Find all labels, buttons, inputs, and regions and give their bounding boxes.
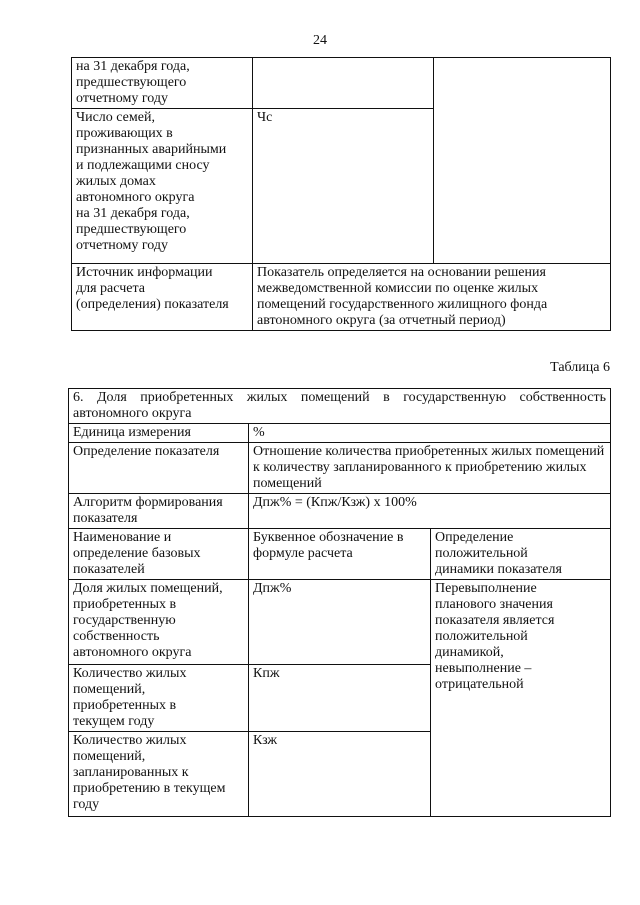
row-symbol: Кзж (249, 732, 431, 817)
row-name: Количество жилых помещений, приобретенных в текущем году (69, 665, 249, 732)
page-number: 24 (313, 33, 327, 48)
row-name: Доля жилых помещений, приобретенных в государственную собственность автономного округа (69, 580, 249, 665)
table-row (69, 443, 611, 494)
table-caption: Таблица 6 (550, 360, 610, 375)
row-symbol: Дпж% (249, 580, 431, 665)
table-row (69, 424, 611, 443)
indicator-table-6 (68, 388, 611, 817)
algorithm-value: Дпж% = (Кпж/Кзж) х 100% (249, 494, 611, 529)
row-dynamics-cell (434, 58, 611, 264)
row-symbol (253, 58, 434, 109)
table-row (69, 580, 611, 665)
table-row (69, 494, 611, 529)
table-row (72, 58, 611, 109)
table-title (69, 389, 611, 424)
source-label: Источник информации для расчета (определения) показателя (72, 264, 253, 331)
table-row (72, 264, 611, 331)
unit-value: % (249, 424, 611, 443)
source-value: Показатель определяется на основании решения межведомственной комиссии по оценке жилых помещений государственного жилищного фонда автономного округа (за отчетный период) (253, 264, 611, 331)
row-label: на 31 декабря года, предшествующего отчетному году (72, 58, 253, 109)
row-symbol: Чс (253, 109, 434, 264)
row-symbol: Кпж (249, 665, 431, 732)
header-symbol: Буквенное обозначение в формуле расчета (249, 529, 431, 580)
unit-label: Единица измерения (69, 424, 249, 443)
table-title-row (69, 389, 611, 424)
indicator-table-continued (71, 57, 611, 331)
row-name: Количество жилых помещений, запланированных к приобретению в текущем году (69, 732, 249, 817)
definition-value: Отношение количества приобретенных жилых помещений к количеству запланированного к приобретению жилых помещений (249, 443, 611, 494)
algorithm-label: Алгоритм формирования показателя (69, 494, 249, 529)
row-label: Число семей, проживающих в признанных аварийными и подлежащими сносу жилых домах автономного округа на 31 декабря года, предшествующего отчетному году (72, 109, 253, 264)
definition-label: Определение показателя (69, 443, 249, 494)
table-title-line1: 6. Доля приобретенных жилых помещений в государственную собственность (73, 390, 606, 405)
header-name: Наименование и определение базовых показателей (69, 529, 249, 580)
header-dynamics: Определение положительной динамики показателя (431, 529, 611, 580)
dynamics-text: Перевыполнение планового значения показателя является положительной динамикой, невыполнение – отрицательной (431, 580, 611, 817)
table-title-line2: автономного округа (73, 406, 192, 421)
table-header-row (69, 529, 611, 580)
